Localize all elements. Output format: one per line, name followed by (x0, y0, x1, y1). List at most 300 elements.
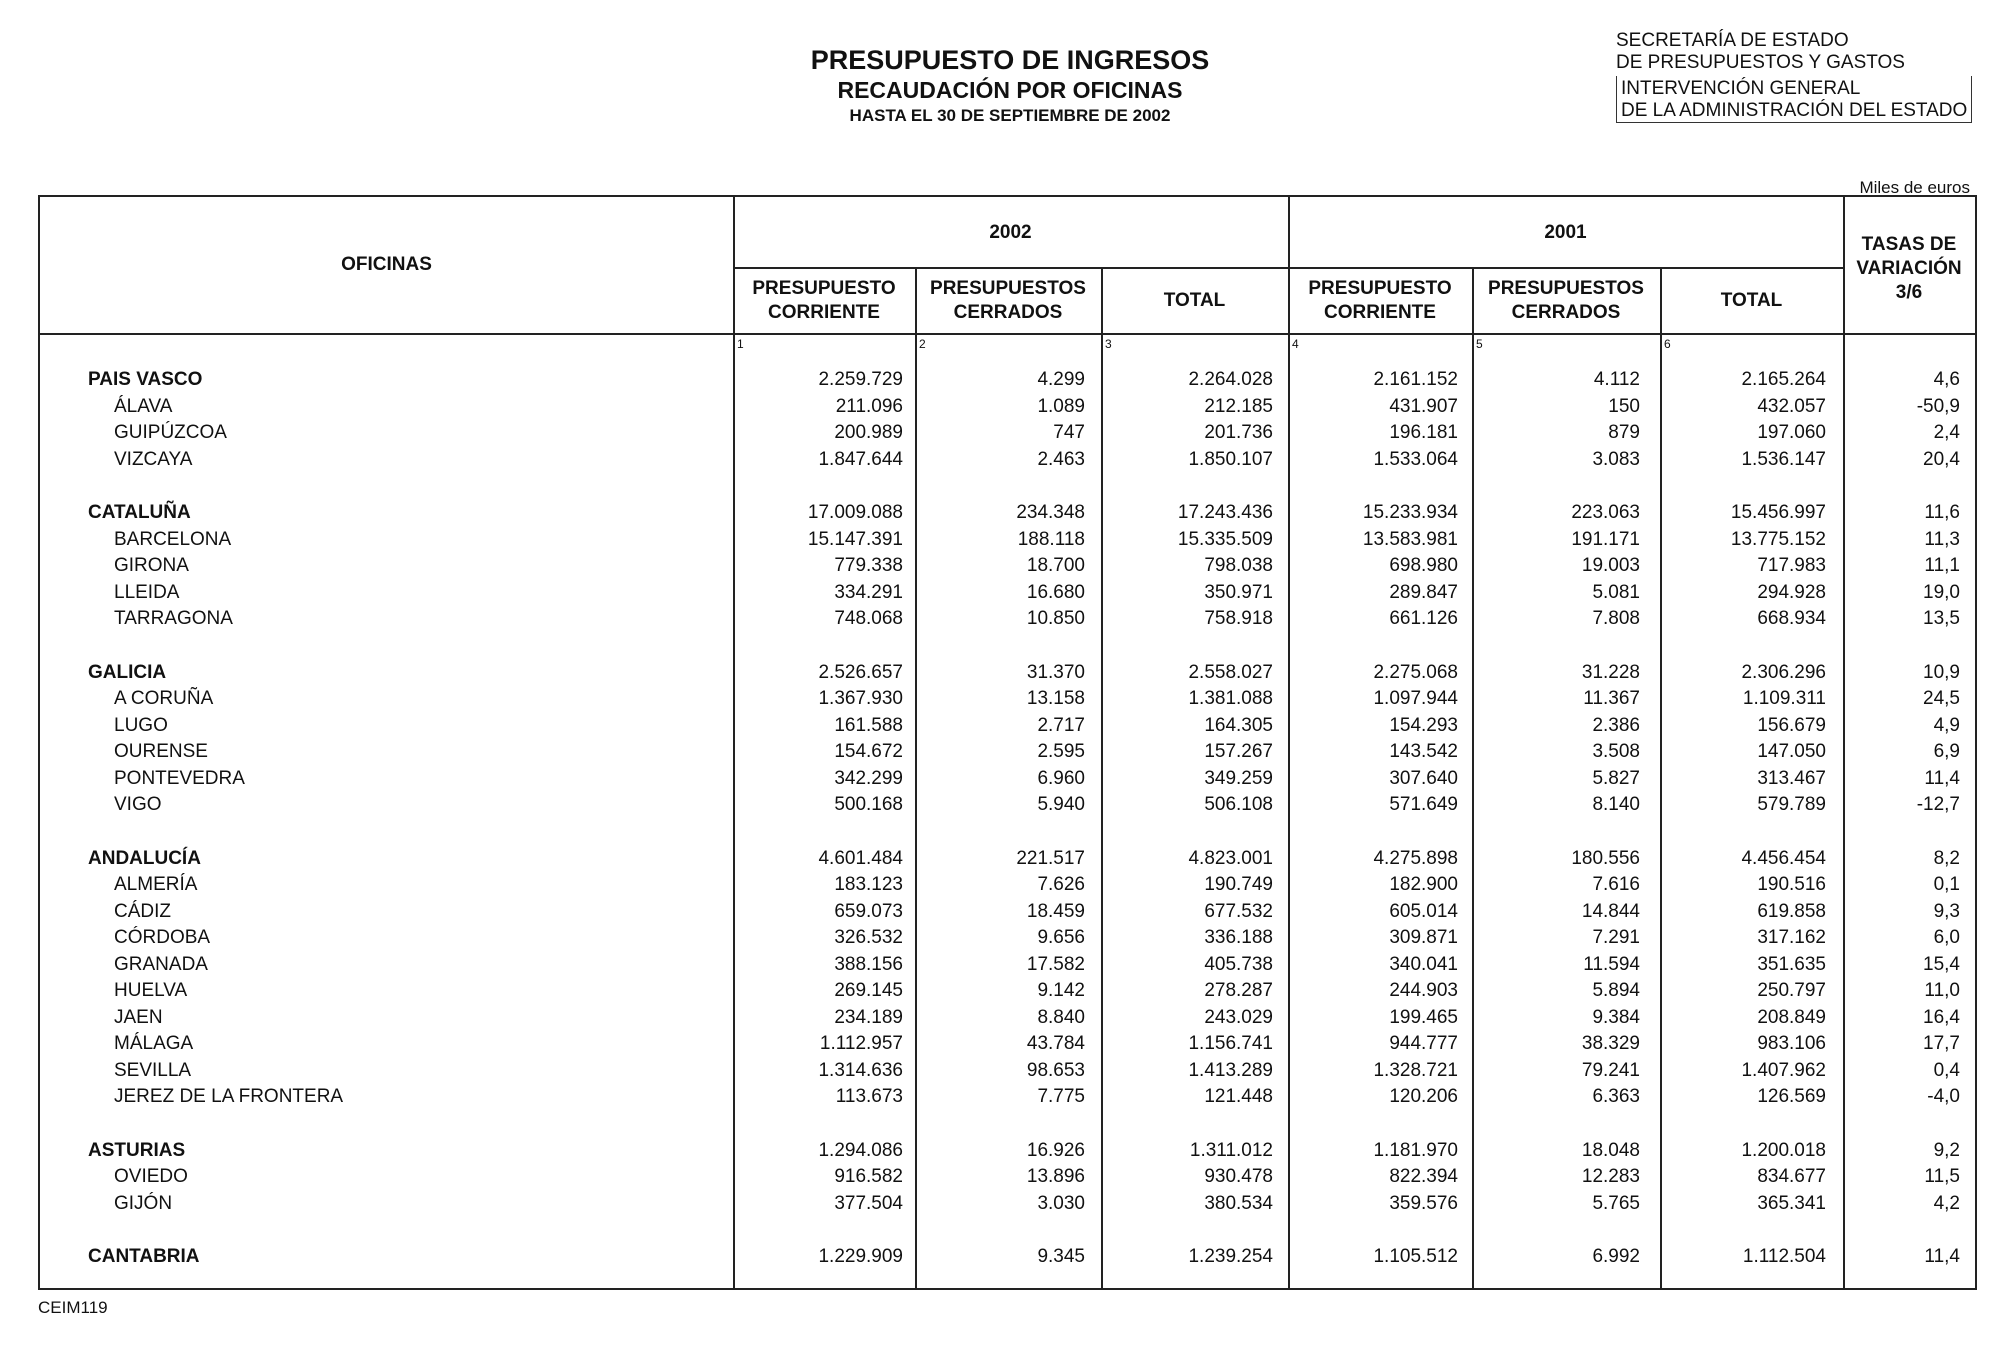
row-value: 349.259 (1204, 767, 1273, 789)
row-value: 4.112 (1593, 369, 1640, 390)
row-value: 8.140 (1592, 794, 1640, 815)
row-value: 11,4 (1924, 767, 1960, 789)
row-value: -12,7 (1916, 794, 1960, 815)
report-period: HASTA EL 30 DE SEPTIEMBRE DE 2002 (849, 106, 1171, 125)
row-label: GIRONA (114, 555, 189, 576)
row-value: 336.188 (1204, 927, 1273, 948)
row-label: TARRAGONA (114, 608, 233, 629)
row-value: 313.467 (1757, 767, 1826, 789)
row-value: 748.068 (834, 608, 903, 629)
row-value: 2.306.296 (1741, 661, 1826, 683)
row-value: 4,6 (1933, 369, 1960, 390)
row-value: 182.900 (1389, 874, 1458, 895)
row-value: 278.287 (1204, 980, 1273, 1001)
row-value: 7.808 (1592, 608, 1640, 629)
row-value: 4.275.898 (1373, 847, 1458, 869)
header-bottom-line (40, 333, 1975, 335)
row-value: 1.112.957 (819, 1033, 903, 1054)
row-value: 1.850.107 (1188, 448, 1273, 470)
row-value: 212.185 (1204, 395, 1273, 417)
row-value: 661.126 (1389, 608, 1458, 629)
col-number: 5 (1476, 337, 1483, 351)
row-value: 1.381.088 (1188, 688, 1273, 709)
row-value: 154.672 (834, 741, 903, 762)
table-row (40, 527, 1975, 553)
row-value: 1.156.741 (1188, 1033, 1273, 1054)
row-value: 13.583.981 (1362, 528, 1458, 550)
row-value: 14.844 (1581, 900, 1640, 922)
row-value: 1.105.512 (1373, 1246, 1458, 1267)
row-value: 126.569 (1757, 1086, 1826, 1107)
col-number: 4 (1292, 337, 1299, 351)
row-value: 779.338 (834, 555, 903, 576)
row-value: 916.582 (834, 1166, 903, 1187)
row-value: 200.989 (834, 422, 903, 443)
row-value: 3.083 (1592, 448, 1640, 470)
row-value: 16.926 (1026, 1139, 1085, 1161)
row-value: 19.003 (1581, 555, 1640, 576)
row-value: 18.048 (1581, 1139, 1640, 1161)
row-value: -4,0 (1927, 1086, 1960, 1107)
header-line: PRESUPUESTO (752, 278, 896, 299)
row-label: GALICIA (88, 661, 167, 683)
row-value: 197.060 (1757, 422, 1826, 443)
row-value: 8.840 (1037, 1006, 1085, 1028)
row-value: 183.123 (834, 874, 903, 895)
row-value: 350.971 (1204, 581, 1273, 603)
row-value: 879 (1608, 422, 1640, 443)
row-value: 17.582 (1026, 953, 1085, 975)
row-value: 243.029 (1204, 1006, 1273, 1028)
row-value: 605.014 (1389, 900, 1458, 922)
row-value: 13.158 (1026, 688, 1085, 709)
row-value: 0,4 (1933, 1059, 1960, 1081)
table-row-group (40, 1244, 1975, 1270)
row-value: 9,2 (1933, 1139, 1960, 1161)
row-value: 432.057 (1757, 395, 1826, 417)
row-value: 380.534 (1204, 1192, 1273, 1214)
row-value: 11,0 (1924, 980, 1960, 1001)
row-label: LUGO (114, 714, 168, 736)
table-row-group (40, 846, 1975, 872)
row-label: JAEN (114, 1006, 163, 1028)
row-value: 11,1 (1924, 555, 1960, 576)
header-year-2001: 2001 (1544, 222, 1587, 243)
row-value: 822.394 (1389, 1166, 1458, 1187)
agency-box-line-1: INTERVENCIÓN GENERAL (1621, 78, 1861, 99)
row-value: 7.775 (1037, 1086, 1085, 1107)
header-line: PRESUPUESTOS (930, 278, 1086, 299)
row-value: 6.992 (1592, 1246, 1640, 1267)
row-value: 1.533.064 (1373, 448, 1458, 470)
row-value: 1.314.636 (818, 1059, 903, 1081)
row-value: 43.784 (1026, 1033, 1085, 1054)
table-row (40, 1005, 1975, 1031)
header-line: TOTAL (1720, 290, 1783, 311)
row-value: 1.229.909 (818, 1246, 903, 1267)
row-value: 334.291 (834, 581, 903, 603)
row-value: 201.736 (1204, 422, 1273, 443)
row-value: 157.267 (1204, 741, 1273, 762)
row-value: 98.653 (1026, 1059, 1085, 1081)
row-label: HUELVA (114, 980, 188, 1001)
header-presupuestos-cerrados-2002 (915, 277, 1101, 325)
row-value: 431.907 (1389, 395, 1458, 417)
row-value: 1.407.962 (1741, 1059, 1826, 1081)
row-value: 208.849 (1757, 1006, 1826, 1028)
row-value: 1.181.970 (1373, 1139, 1458, 1161)
row-value: 11.594 (1583, 953, 1640, 975)
agency-line-1: SECRETARÍA DE ESTADO (1616, 30, 1849, 51)
row-value: 0,1 (1933, 874, 1960, 895)
row-label: SEVILLA (114, 1059, 192, 1081)
header-total-2002 (1101, 289, 1288, 313)
row-value: 4,9 (1933, 714, 1960, 736)
row-value: 11,6 (1924, 502, 1960, 523)
row-value: 31.370 (1026, 661, 1085, 683)
row-value: 668.934 (1757, 608, 1826, 629)
row-value: 4.823.001 (1188, 847, 1273, 869)
report-subtitle: RECAUDACIÓN POR OFICINAS (837, 77, 1183, 103)
row-label: CÓRDOBA (114, 927, 211, 948)
row-value: 1.109.311 (1742, 688, 1826, 709)
col-number: 3 (1105, 337, 1112, 351)
row-value: 15.335.509 (1177, 528, 1273, 550)
row-value: 113.673 (835, 1086, 903, 1107)
row-label: PONTEVEDRA (114, 767, 245, 789)
col-number: 1 (737, 337, 744, 351)
header-line: PRESUPUESTO (1308, 278, 1452, 299)
row-value: 9.384 (1592, 1006, 1640, 1028)
table-row (40, 1084, 1975, 1110)
table-row (40, 899, 1975, 925)
table-row (40, 872, 1975, 898)
col-number: 2 (919, 337, 926, 351)
row-value: 2.558.027 (1188, 661, 1273, 683)
row-value: 10.850 (1026, 608, 1085, 629)
row-value: 2.463 (1037, 448, 1085, 470)
row-label: GUIPÚZCOA (114, 422, 227, 443)
header-year-2002: 2002 (989, 222, 1032, 243)
row-value: 7.616 (1592, 874, 1640, 895)
row-value: 365.341 (1757, 1192, 1826, 1214)
table-row-group (40, 367, 1975, 393)
header-line: CERRADOS (953, 302, 1063, 323)
row-value: 15.147.391 (807, 528, 903, 550)
row-value: 1.311.012 (1189, 1139, 1273, 1161)
row-value: 798.038 (1204, 555, 1273, 576)
data-table (38, 195, 1977, 1290)
header-rate-line-1: TASAS DE (1861, 234, 1957, 255)
row-value: 2.259.729 (818, 369, 903, 390)
table-row (40, 1164, 1975, 1190)
row-value: 16.680 (1026, 581, 1085, 603)
row-value: 340.041 (1389, 953, 1458, 975)
row-value: 13.775.152 (1730, 528, 1826, 550)
table-row (40, 952, 1975, 978)
row-value: 9.345 (1037, 1246, 1085, 1267)
row-value: 156.679 (1757, 714, 1826, 736)
row-label: LLEIDA (114, 581, 180, 603)
row-value: 1.328.721 (1373, 1059, 1458, 1081)
footer-code: CEIM119 (38, 1298, 108, 1317)
table-row (40, 766, 1975, 792)
row-value: 10,9 (1923, 661, 1960, 683)
row-value: 12.283 (1581, 1166, 1640, 1187)
row-value: 199.465 (1389, 1006, 1458, 1028)
row-value: 11.367 (1583, 688, 1640, 709)
row-value: 659.073 (834, 900, 903, 922)
table-row (40, 420, 1975, 446)
header-rate-line-3: 3/6 (1895, 282, 1923, 303)
row-value: 1.097.944 (1373, 688, 1458, 709)
row-value: 9,3 (1933, 900, 1960, 922)
row-value: 24,5 (1923, 688, 1960, 709)
row-value: 16,4 (1923, 1006, 1960, 1028)
header-line: CORRIENTE (768, 302, 880, 323)
table-row (40, 394, 1975, 420)
row-value: 1.413.289 (1188, 1059, 1273, 1081)
row-value: 506.108 (1204, 794, 1273, 815)
header-rate (1843, 233, 1975, 305)
year-divider (733, 267, 1843, 269)
row-value: 1.089 (1037, 395, 1085, 417)
agency-box-line-2: DE LA ADMINISTRACIÓN DEL ESTADO (1621, 100, 1968, 121)
row-value: 944.777 (1389, 1033, 1458, 1054)
row-value: 188.118 (1017, 528, 1085, 550)
row-label: CÁDIZ (114, 900, 171, 922)
table-row (40, 925, 1975, 951)
row-value: 9.656 (1037, 927, 1085, 948)
row-value: 571.649 (1389, 794, 1458, 815)
row-label: VIZCAYA (114, 448, 193, 470)
row-label: A CORUÑA (114, 688, 214, 709)
row-value: 18.700 (1026, 555, 1085, 576)
row-value: 1.112.504 (1742, 1246, 1826, 1267)
table-row (40, 1031, 1975, 1057)
row-value: 147.050 (1757, 741, 1826, 762)
row-value: 17,7 (1923, 1033, 1960, 1054)
header-line: CERRADOS (1511, 302, 1621, 323)
row-value: -50,9 (1916, 395, 1960, 417)
row-value: 4.456.454 (1741, 847, 1826, 869)
row-value: 269.145 (834, 980, 903, 1001)
row-value: 190.516 (1757, 874, 1826, 895)
row-value: 2,4 (1933, 422, 1960, 443)
row-value: 4.601.484 (818, 847, 903, 869)
row-value: 758.918 (1204, 608, 1273, 629)
table-row (40, 739, 1975, 765)
row-value: 698.980 (1389, 555, 1458, 576)
header-offices: OFICINAS (341, 254, 432, 275)
row-value: 983.106 (1757, 1033, 1826, 1054)
row-value: 5.081 (1592, 581, 1640, 603)
agency-box (1616, 76, 1972, 123)
row-label: OVIEDO (114, 1166, 188, 1187)
row-value: 211.096 (835, 395, 903, 417)
row-value: 20,4 (1923, 448, 1960, 470)
table-row-group (40, 1138, 1975, 1164)
row-value: 6.363 (1592, 1086, 1640, 1107)
row-value: 223.063 (1571, 502, 1640, 523)
row-value: 1.536.147 (1741, 448, 1826, 470)
row-value: 11,3 (1924, 528, 1960, 550)
row-value: 244.903 (1389, 980, 1458, 1001)
row-value: 7.626 (1037, 874, 1085, 895)
table-row (40, 978, 1975, 1004)
table-row (40, 686, 1975, 712)
row-value: 2.275.068 (1373, 661, 1458, 683)
row-value: 143.542 (1389, 741, 1458, 762)
row-value: 13.896 (1026, 1166, 1085, 1187)
row-value: 150 (1608, 395, 1640, 417)
row-value: 289.847 (1389, 581, 1458, 603)
row-value: 388.156 (834, 953, 903, 975)
row-value: 250.797 (1757, 980, 1826, 1001)
row-label: MÁLAGA (114, 1033, 194, 1054)
table-row (40, 1191, 1975, 1217)
row-value: 196.181 (1389, 422, 1458, 443)
header-presupuesto-corriente-2002 (733, 277, 915, 325)
row-value: 834.677 (1757, 1166, 1826, 1187)
row-value: 221.517 (1016, 847, 1085, 869)
row-value: 1.200.018 (1741, 1139, 1826, 1161)
table-row (40, 447, 1975, 473)
row-value: 6,9 (1933, 741, 1960, 762)
row-label: ALMERÍA (114, 874, 198, 895)
row-value: 5.894 (1592, 980, 1640, 1001)
header-line: PRESUPUESTOS (1488, 278, 1644, 299)
col-number: 6 (1664, 337, 1671, 351)
row-value: 180.556 (1571, 847, 1640, 869)
report-title: PRESUPUESTO DE INGRESOS (810, 45, 1210, 75)
units-label: Miles de euros (1859, 178, 1970, 197)
row-label: CANTABRIA (88, 1246, 200, 1267)
row-value: 6,0 (1933, 927, 1960, 948)
row-value: 359.576 (1389, 1192, 1458, 1214)
row-value: 31.228 (1581, 661, 1640, 683)
row-value: 579.789 (1757, 794, 1826, 815)
row-value: 326.532 (834, 927, 903, 948)
row-label: JEREZ DE LA FRONTERA (114, 1086, 344, 1107)
table-row (40, 713, 1975, 739)
table-row-group (40, 500, 1975, 526)
row-label: GIJÓN (114, 1192, 173, 1214)
row-label: ANDALUCÍA (88, 847, 201, 869)
header-line: TOTAL (1163, 290, 1226, 311)
agency-block (1616, 30, 1972, 123)
row-value: 15.233.934 (1362, 502, 1458, 523)
row-value: 1.847.644 (818, 448, 903, 470)
row-value: 1.367.930 (818, 688, 903, 709)
row-value: 4.299 (1037, 369, 1085, 390)
row-label: PAIS VASCO (88, 369, 203, 390)
row-value: 2.161.152 (1373, 369, 1458, 390)
row-value: 405.738 (1204, 953, 1273, 975)
row-value: 930.478 (1204, 1166, 1273, 1187)
row-value: 154.293 (1389, 714, 1458, 736)
row-value: 190.749 (1204, 874, 1273, 895)
row-value: 234.348 (1016, 502, 1085, 523)
row-value: 5.827 (1592, 767, 1640, 789)
row-value: 234.189 (834, 1006, 903, 1028)
header-total-2001 (1660, 289, 1843, 313)
table-row (40, 606, 1975, 632)
row-value: 19,0 (1923, 581, 1960, 603)
row-value: 7.291 (1592, 927, 1640, 948)
table-row (40, 553, 1975, 579)
header-rate-line-2: VARIACIÓN (1856, 258, 1962, 279)
row-value: 15.456.997 (1730, 502, 1826, 523)
row-value: 377.504 (834, 1192, 903, 1214)
row-value: 717.983 (1757, 555, 1826, 576)
row-label: BARCELONA (114, 528, 232, 550)
row-value: 1.239.254 (1188, 1246, 1273, 1267)
row-label: VIGO (114, 794, 162, 815)
row-value: 2.595 (1037, 741, 1085, 762)
row-value: 342.299 (834, 767, 903, 789)
row-value: 17.009.088 (807, 502, 903, 523)
row-label: CATALUÑA (88, 502, 191, 523)
row-value: 11,5 (1924, 1166, 1960, 1187)
row-value: 191.171 (1571, 528, 1640, 550)
row-value: 11,4 (1924, 1246, 1960, 1267)
row-value: 677.532 (1204, 900, 1273, 922)
table-row (40, 580, 1975, 606)
report-title-block (700, 44, 1320, 128)
row-value: 164.305 (1204, 714, 1273, 736)
row-value: 17.243.436 (1177, 502, 1273, 523)
row-label: ÁLAVA (114, 395, 173, 417)
row-value: 2.717 (1037, 714, 1085, 736)
row-value: 5.940 (1037, 794, 1085, 815)
row-value: 79.241 (1581, 1059, 1640, 1081)
row-label: ASTURIAS (88, 1139, 186, 1161)
row-value: 2.165.264 (1741, 369, 1826, 390)
row-value: 121.448 (1204, 1086, 1273, 1107)
header-line: CORRIENTE (1324, 302, 1436, 323)
row-value: 307.640 (1389, 767, 1458, 789)
row-value: 38.329 (1581, 1033, 1640, 1054)
row-value: 619.858 (1757, 900, 1826, 922)
row-value: 2.264.028 (1188, 369, 1273, 390)
agency-line-2: DE PRESUPUESTOS Y GASTOS (1616, 52, 1905, 73)
row-label: GRANADA (114, 953, 208, 975)
row-value: 3.508 (1592, 741, 1640, 762)
row-value: 1.294.086 (818, 1139, 903, 1161)
table-row (40, 1058, 1975, 1084)
header-presupuestos-cerrados-2001 (1472, 277, 1660, 325)
row-value: 3.030 (1037, 1192, 1085, 1214)
row-value: 6.960 (1037, 767, 1085, 789)
table-row-group (40, 660, 1975, 686)
row-value: 309.871 (1389, 927, 1458, 948)
row-label: OURENSE (114, 741, 208, 762)
row-value: 4,2 (1933, 1192, 1960, 1214)
row-value: 747 (1053, 422, 1085, 443)
table-row (40, 792, 1975, 818)
row-value: 500.168 (834, 794, 903, 815)
row-value: 351.635 (1757, 953, 1826, 975)
row-value: 2.526.657 (818, 661, 903, 683)
row-value: 2.386 (1592, 714, 1640, 736)
row-value: 13,5 (1923, 608, 1960, 629)
row-value: 8,2 (1933, 847, 1960, 869)
row-value: 18.459 (1026, 900, 1085, 922)
row-value: 161.588 (834, 714, 903, 736)
row-value: 15,4 (1923, 953, 1960, 975)
row-value: 294.928 (1757, 581, 1826, 603)
